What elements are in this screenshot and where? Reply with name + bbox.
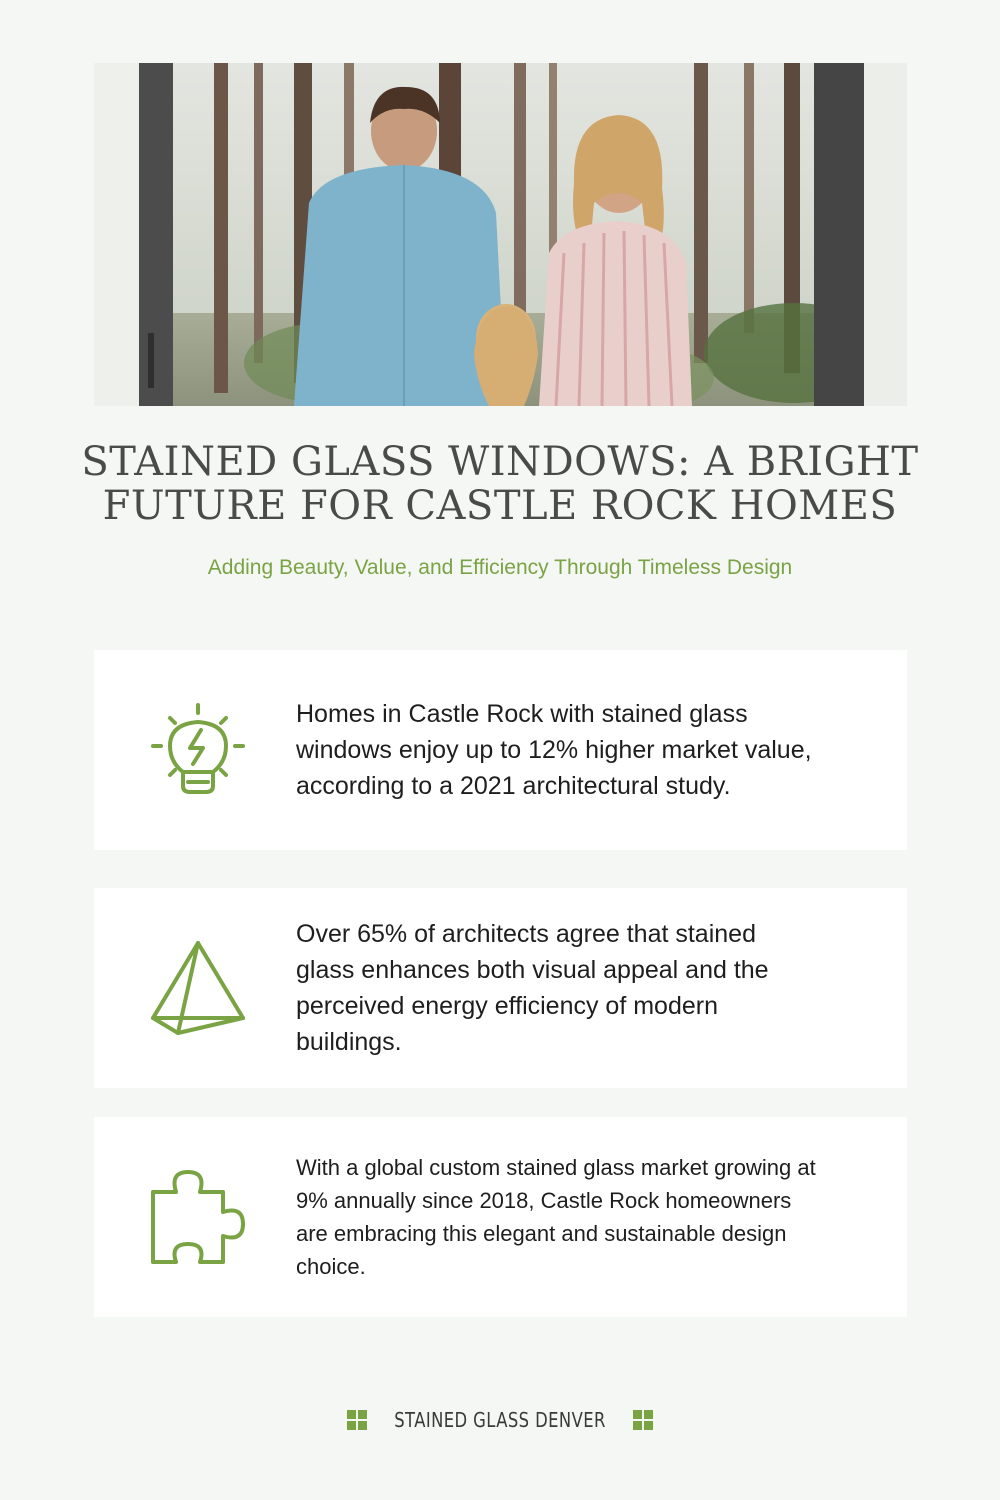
- fact-card-market-growth: [94, 1117, 907, 1317]
- fact-text: Over 65% of architects agree that stained glass enhances both visual appeal and the perceived energy efficiency of modern buildings.: [296, 920, 769, 1056]
- fact-text: With a global custom stained glass market growing at 9% annually since 2018, Castle Rock homeowners are embracing this elegant and sustainable design choice.: [296, 1155, 816, 1279]
- hero-photo: [94, 63, 907, 406]
- grid-squares-icon: [347, 1410, 367, 1430]
- footer-logo: [0, 1405, 1000, 1435]
- brand-name: STAINED GLASS DENVER: [394, 1408, 606, 1432]
- fact-card-architects: [94, 888, 907, 1088]
- fact-card-market-value: [94, 650, 907, 850]
- puzzle-icon: [148, 1167, 248, 1267]
- family-at-window-photo: [94, 63, 907, 406]
- fact-text: Homes in Castle Rock with stained glass windows enjoy up to 12% higher market value, according to a 2021 architectural study.: [296, 700, 812, 800]
- grid-squares-icon: [633, 1410, 653, 1430]
- lightbulb-icon: [148, 700, 248, 800]
- page-title: STAINED GLASS WINDOWS: A BRIGHT FUTURE FOR CASTLE ROCK HOMES: [81, 439, 919, 529]
- pyramid-icon: [148, 938, 248, 1038]
- page-subtitle: Adding Beauty, Value, and Efficiency Through Timeless Design: [207, 556, 793, 579]
